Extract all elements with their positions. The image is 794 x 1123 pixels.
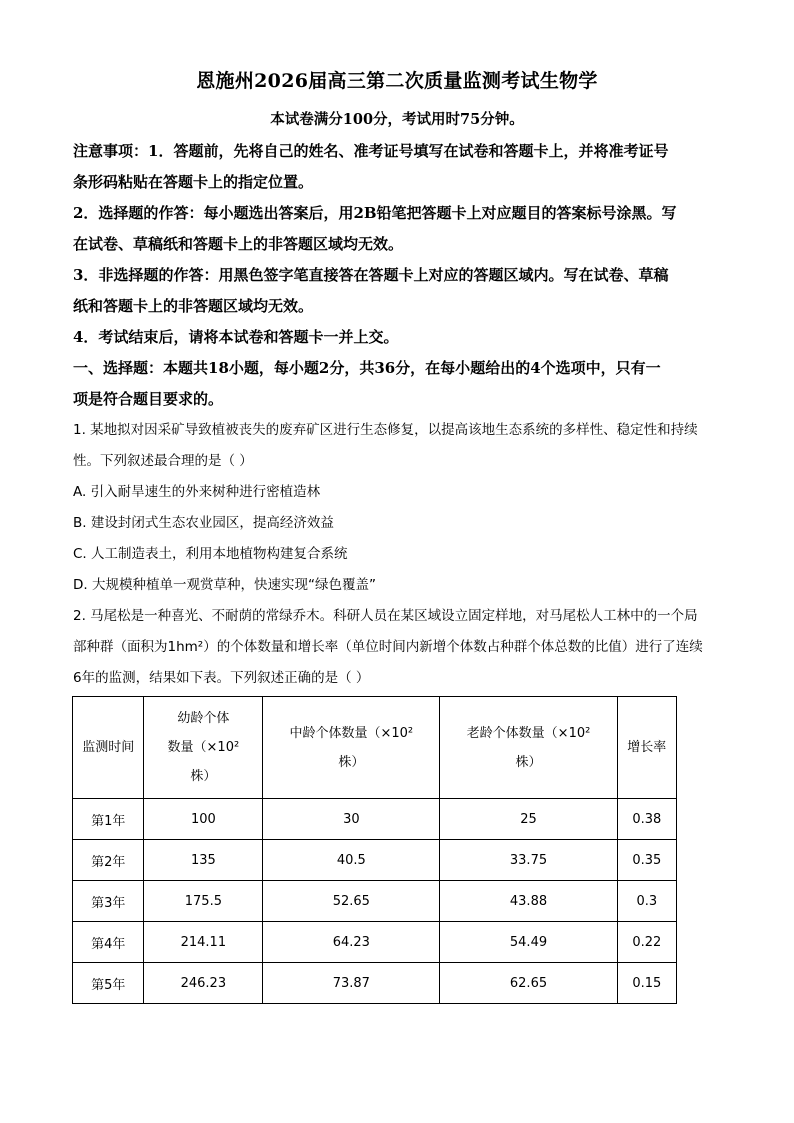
table-cell: 0.35 [617, 840, 676, 881]
table-row [73, 840, 677, 881]
table-cell: 0.15 [617, 963, 676, 1004]
question-1 [73, 415, 723, 601]
question-stem: 性。下列叙述最合理的是（ ） [73, 453, 253, 469]
option-c: C. 人工制造表土，利用本地植物构建复合系统 [73, 546, 348, 562]
header-juvenile-count: 幼龄个体 数量（×10² 株） [144, 697, 263, 799]
table-cell: 第2年 [73, 840, 144, 881]
header-monitoring-time: 监测时间 [73, 697, 144, 799]
table-cell: 33.75 [440, 840, 617, 881]
table-cell: 135 [144, 840, 263, 881]
instruction-line: 注意事项：1．答题前，先将自己的姓名、准考证号填写在试卷和答题卡上，并将准考证号 [73, 142, 669, 160]
table-cell: 第3年 [73, 881, 144, 922]
table-cell: 62.65 [440, 963, 617, 1004]
header-middle-age-count: 中龄个体数量（×10² 株） [263, 697, 440, 799]
table-cell: 64.23 [263, 922, 440, 963]
option-b: B. 建设封闭式生态农业园区，提高经济效益 [73, 515, 334, 531]
instruction-line: 条形码粘贴在答题卡上的指定位置。 [73, 173, 314, 191]
table-cell: 30 [263, 799, 440, 840]
table-cell: 246.23 [144, 963, 263, 1004]
instruction-line: 纸和答题卡上的非答题区域均无效。 [73, 297, 314, 315]
table-row [73, 963, 677, 1004]
table-cell: 25 [440, 799, 617, 840]
table-cell: 第5年 [73, 963, 144, 1004]
exam-title: 恩施州2026届高三第二次质量监测考试生物学 [196, 70, 598, 92]
table-cell: 73.87 [263, 963, 440, 1004]
table-cell: 40.5 [263, 840, 440, 881]
header-growth-rate: 增长率 [617, 697, 676, 799]
table-cell: 175.5 [144, 881, 263, 922]
table-cell: 43.88 [440, 881, 617, 922]
table-cell: 第1年 [73, 799, 144, 840]
table-cell: 52.65 [263, 881, 440, 922]
table-cell: 0.3 [617, 881, 676, 922]
table-cell: 54.49 [440, 922, 617, 963]
header-old-age-count: 老龄个体数量（×10² 株） [440, 697, 617, 799]
instruction-line: 在试卷、草稿纸和答题卡上的非答题区域均无效。 [73, 235, 404, 253]
section-heading: 项是符合题目要求的。 [73, 390, 224, 408]
section-heading: 一、选择题：本题共18小题，每小题2分，共36分，在每小题给出的4个选项中，只有一 [73, 359, 661, 377]
option-d: D. 大规模种植单一观赏草种，快速实现“绿色覆盖” [73, 577, 376, 593]
table-cell: 100 [144, 799, 263, 840]
exam-subtitle: 本试卷满分100分，考试用时75分钟。 [270, 111, 524, 128]
table-cell: 第4年 [73, 922, 144, 963]
question-2 [73, 601, 723, 694]
monitoring-table [72, 696, 677, 1004]
table-cell: 214.11 [144, 922, 263, 963]
option-a: A. 引入耐旱速生的外来树种进行密植造林 [73, 484, 321, 500]
table-cell: 0.22 [617, 922, 676, 963]
question-stem: 2. 马尾松是一种喜光、不耐荫的常绿乔木。科研人员在某区域设立固定样地，对马尾松人工林中的一个局 [73, 608, 698, 624]
table-row [73, 799, 677, 840]
instruction-line: 4．考试结束后，请将本试卷和答题卡一并上交。 [73, 328, 399, 346]
question-stem: 6年的监测，结果如下表。下列叙述正确的是（ ） [73, 670, 370, 686]
instruction-line: 3．非选择题的作答：用黑色签字笔直接答在答题卡上对应的答题区域内。写在试卷、草稿 [73, 266, 669, 284]
table-cell: 0.38 [617, 799, 676, 840]
question-stem: 1. 某地拟对因采矿导致植被丧失的废弃矿区进行生态修复，以提高该地生态系统的多样性、稳定性和持续 [73, 422, 698, 438]
table-row [73, 922, 677, 963]
question-stem: 部种群（面积为1hm²）的个体数量和增长率（单位时间内新增个体数占种群个体总数的比值）进行了连续 [73, 639, 703, 655]
instruction-line: 2．选择题的作答：每小题选出答案后，用2B铅笔把答题卡上对应题目的答案标号涂黑。写 [73, 204, 677, 222]
instructions-block [73, 136, 723, 415]
table-row [73, 881, 677, 922]
table-header-row [73, 697, 677, 799]
